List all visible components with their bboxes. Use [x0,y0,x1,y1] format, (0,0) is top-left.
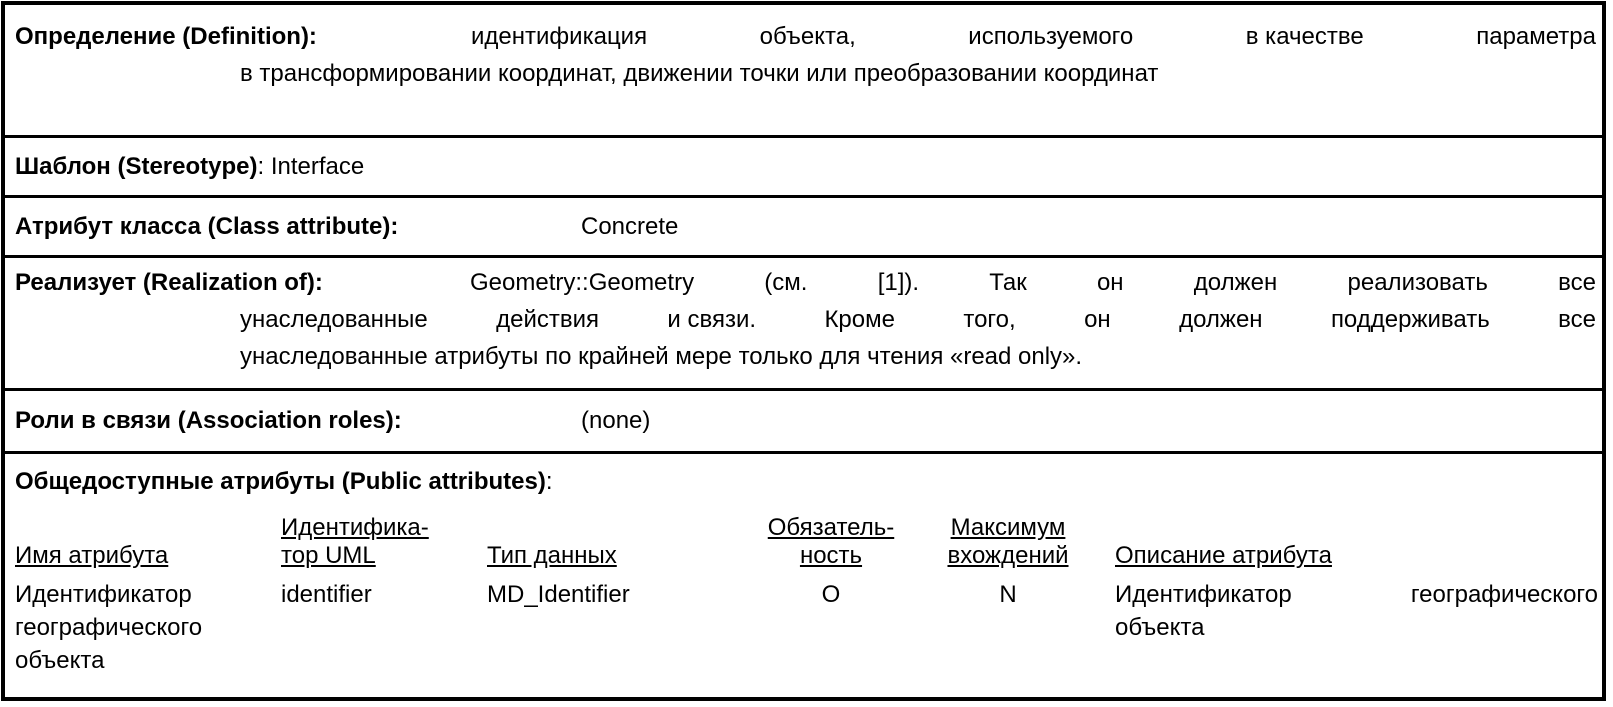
realization-text-line3: унаследованные атрибуты по крайней мере только для чтения «read only». [240,343,1083,370]
definition-word: используемого [968,23,1134,50]
stereotype-label: Шаблон (Stereotype) [15,153,258,180]
header-attribute-name: Имя атрибута [15,542,169,569]
definition-word: в качестве [1245,23,1364,50]
realization-text-line2 [240,304,1596,336]
header-obligation-line2: ность [799,542,863,569]
public-attributes-colon: : [545,468,553,495]
realization-word: [1]). [877,269,920,296]
definition-row [5,5,1602,138]
realization-word: (см. [764,269,808,296]
public-attributes-row [5,454,1602,697]
header-obligation-line1: Обязатель- [767,514,895,541]
header-max-occurrences [933,514,1083,570]
header-uml-identifier-line1: Идентифика- [281,514,429,541]
table-row-data-type: MD_Identifier [487,581,630,608]
table-row-uml-identifier: identifier [281,581,372,608]
class-attribute-row [5,198,1602,258]
realization-word: должен [1179,306,1263,333]
table-row-description-line1 [1115,578,1598,611]
realization-row [5,258,1602,391]
realization-word: Так [989,269,1027,296]
header-data-type: Тип данных [487,542,617,569]
attribute-name-line: Идентификатор [15,581,192,608]
realization-text-line1 [470,267,1596,299]
definition-text-line1 [471,21,1596,53]
realization-word: действия [496,306,600,333]
realization-word: того, [963,306,1016,333]
definition-label: Определение (Definition): [15,23,317,50]
table-row-max-occurrences: N [999,581,1017,608]
realization-word: и связи. [667,306,757,333]
description-word: географического [1410,581,1598,608]
realization-word: унаследованные [240,306,428,333]
association-roles-label: Роли в связи (Association roles): [15,407,402,434]
table-row-attribute-name [15,578,202,677]
realization-word: поддерживать [1330,306,1490,333]
realization-word: все [1558,269,1596,296]
realization-word: он [1084,306,1111,333]
definition-word: параметра [1476,23,1596,50]
header-obligation [753,514,909,570]
header-max-line2: вхождений [947,542,1069,569]
definition-word: объекта, [759,23,856,50]
realization-word: Geometry::Geometry [470,269,695,296]
attribute-spec-table [1,1,1606,701]
header-max-line1: Максимум [950,514,1066,541]
association-roles-value: (none) [581,407,651,434]
class-attribute-label: Атрибут класса (Class attribute): [15,213,399,240]
attribute-name-line: географического [15,614,203,641]
realization-word: Кроме [824,306,895,333]
stereotype-value: : Interface [257,153,365,180]
description-word: Идентификатор [1115,581,1292,608]
realization-word: должен [1193,269,1278,296]
association-roles-row [5,391,1602,454]
realization-label: Реализует (Realization of): [15,269,323,296]
definition-word: идентификация [471,23,648,50]
definition-text-line2: в трансформировании координат, движении точки или преобразовании координат [240,60,1159,87]
class-attribute-value: Concrete [581,213,679,240]
header-description: Описание атрибута [1115,542,1332,569]
attribute-name-line: объекта [15,647,105,674]
header-uml-identifier-line2: тор UML [281,542,376,569]
table-row-description-line2: объекта [1115,614,1205,641]
table-row-obligation: O [821,581,841,608]
realization-word: он [1096,269,1124,296]
stereotype-row [5,138,1602,198]
public-attributes-label: Общедоступные атрибуты (Public attributes) [15,468,546,495]
realization-word: реализовать [1347,269,1488,296]
realization-word: все [1558,306,1596,333]
